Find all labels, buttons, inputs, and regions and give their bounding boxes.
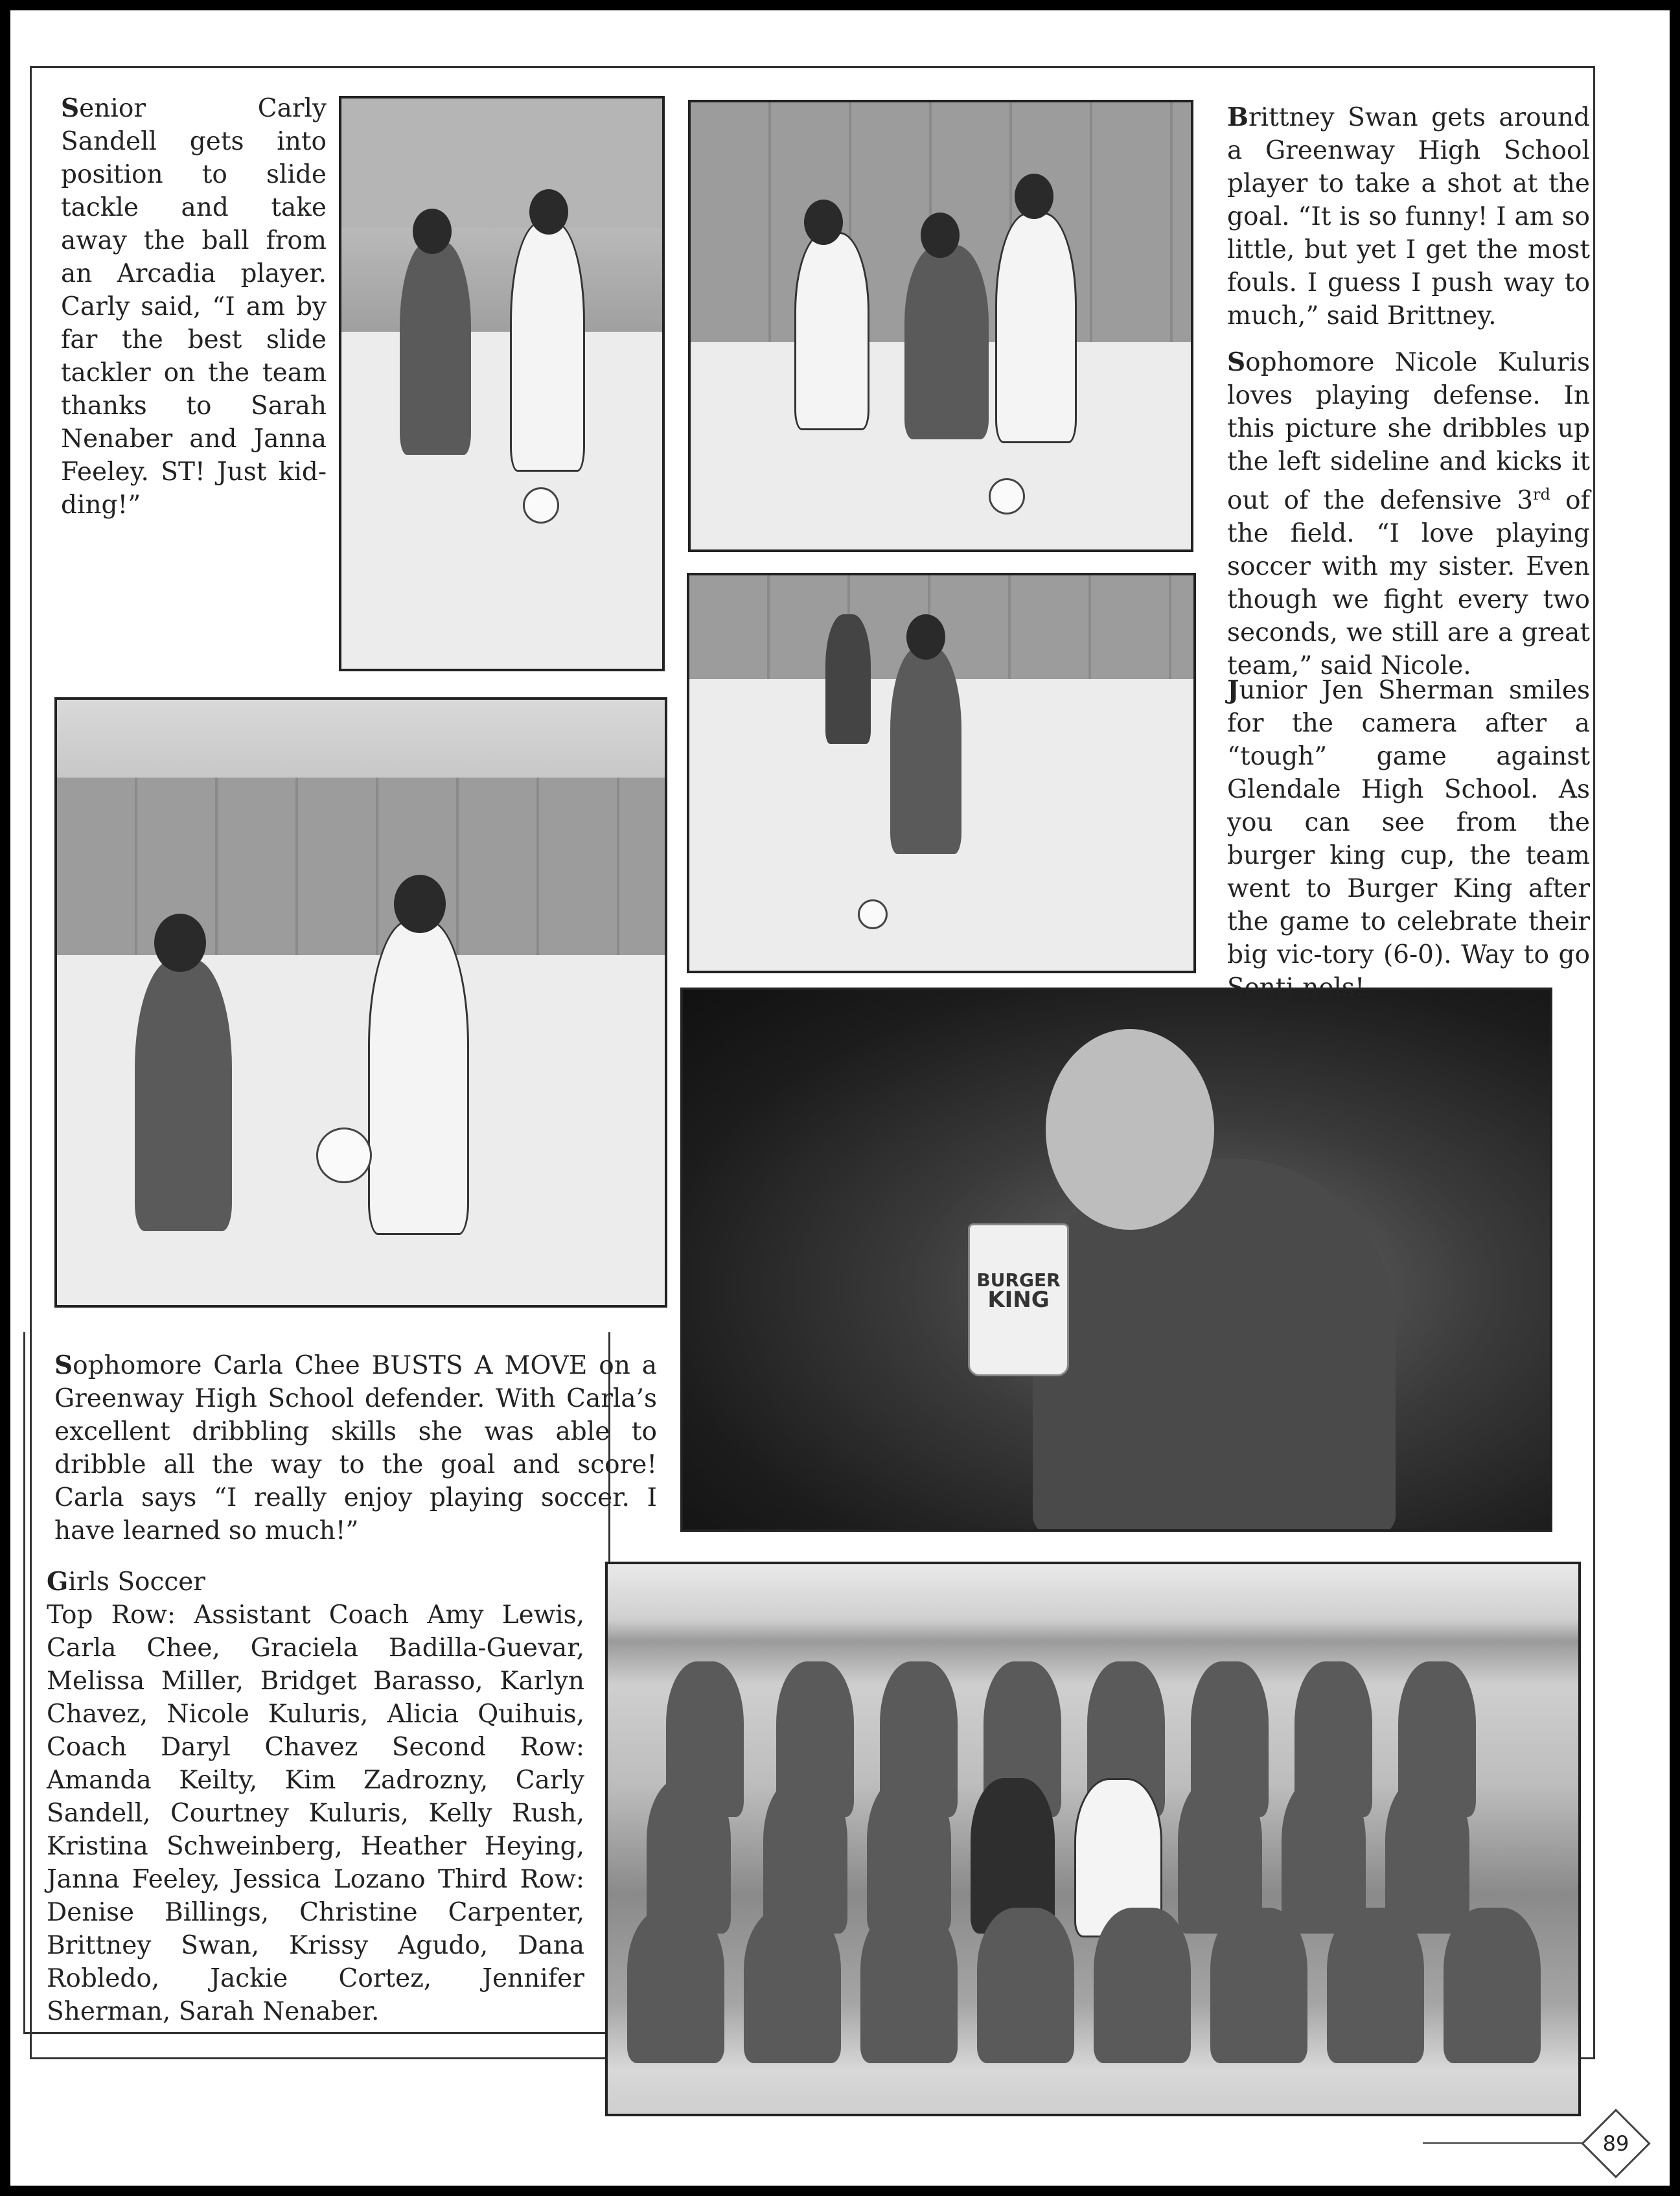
photo-carly-slide-tackle	[339, 96, 665, 671]
caption-nicole: Sophomore Nicole Kuluris loves playing defense. In this picture she dribbles up the left sideline and kicks it out of the defensive 3rd of the field. “I love playing soccer with my sister. Even though we fight every two seconds, we still are a great team,” said Nicole.	[1227, 347, 1591, 680]
caption-jen: Junior Jen Sherman smiles for the camera after a “tough” game against Glendale High School. As you can see from the burger king cup, the team went to Burger King after the game to celebrate their big vic-tory (6-0). Way to go Senti-nels!	[1227, 675, 1590, 1002]
caption-carla: Sophomore Carla Chee BUSTS A MOVE on a Greenway High School defender. With Carla’s excellent dribbling skills she was able to dribble all the way to the goal and score! Carla says “I really enjoy playing soccer. I have learned so much!”	[54, 1350, 657, 1545]
player-white	[510, 222, 585, 472]
yearbook-page	[10, 10, 1670, 2186]
burger-king-cup: BURGER KING	[968, 1223, 1069, 1376]
page-number: 89	[1602, 2131, 1629, 2156]
photo-carla-dribble	[54, 697, 667, 1308]
caption-team: Girls Soccer Top Row: Assistant Coach Amy Lewis, Carla Chee, Graciela Badilla-Guevar, Melissa Miller, Bridget Barasso, Karlyn Chavez, Nicole Kuluris, Alicia Quihuis, Coach Daryl Chavez Second Row: Amanda Keilty, Kim Zadrozny, Carly Sandell, Courtney Kuluris, Kelly Rush, Kristina Schweinberg, Heather Heying, Janna Feeley, Jessica Lozano Third Row: Denise Billings, Christine Carpenter, Brittney Swan, Krissy Agudo, Dana Robledo, Jackie Cortez, Jennifer Sherman, Sarah Nenaber.	[47, 1567, 584, 2026]
photo-brittney-shot	[688, 100, 1193, 552]
caption-carly: Senior Carly Sandell gets into position to slide tackle and take away the ball from an Arcadia player. Carly said, “I am by far the best slide tackler on the team thanks to Sarah Nenaber and Janna Feeley. ST! Just kid-ding!”	[61, 93, 327, 520]
photo-team	[605, 1562, 1581, 2116]
page-number-badge	[1581, 2109, 1650, 2178]
player-red	[400, 241, 471, 455]
caption-brittney: Brittney Swan gets around a Greenway High School player to take a shot at the goal. “It is so funny! I am so little, but yet I get the most fouls. I guess I push way to much,” said Brittney.	[1227, 102, 1590, 330]
photo-jen-burger-king	[680, 988, 1552, 1532]
photo-nicole-dribbling	[687, 573, 1196, 973]
